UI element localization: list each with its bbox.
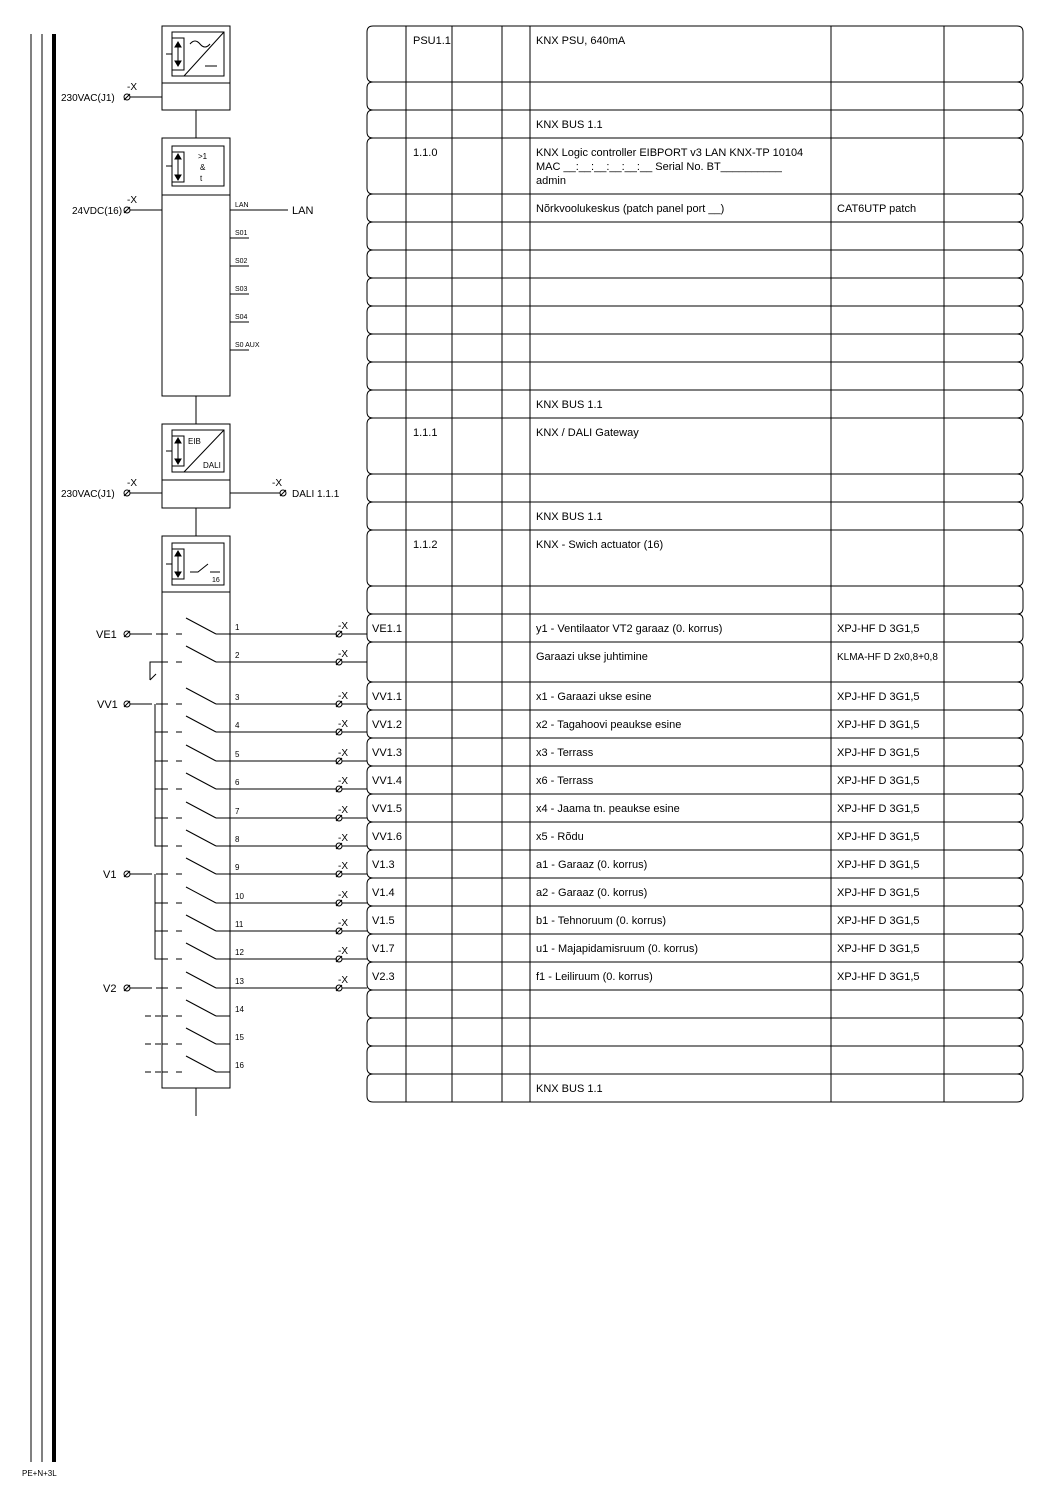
table-row [367, 362, 1023, 390]
circuit-id-cell: V1.7 [372, 943, 395, 955]
actuator-channel [162, 688, 367, 707]
actuator-channel [162, 802, 367, 821]
cable-type-cell: XPJ-HF D 3G1,5 [837, 747, 920, 759]
description-cell: x2 - Tagahoovi peaukse esine [536, 719, 682, 731]
table-row [367, 26, 1023, 82]
channel-number: 5 [235, 750, 240, 759]
feed-terminal [103, 869, 162, 881]
terminal-x: -X [338, 691, 348, 702]
table-row [367, 222, 1023, 250]
feed-label: V2 [103, 983, 117, 995]
description-cell: x1 - Garaazi ukse esine [536, 691, 652, 703]
table-row [367, 306, 1023, 334]
psu-feed-label: 230VAC(J1) [61, 93, 115, 104]
feed-terminal [103, 983, 162, 995]
circuit-id-cell: V1.4 [372, 887, 395, 899]
logic-text-1: >1 [198, 152, 208, 161]
circuit-id-cell: VV1.3 [372, 747, 402, 759]
bus-label: PE+N+3L [22, 1469, 57, 1478]
actuator-channel [162, 858, 367, 877]
description-cell: KNX BUS 1.1 [536, 1083, 603, 1095]
dali-out-label: DALI 1.1.1 [292, 489, 340, 500]
circuit-id-cell: VE1.1 [372, 623, 402, 635]
table-row [367, 850, 1023, 878]
table-row [367, 1074, 1023, 1102]
description-cell: x3 - Terrass [536, 747, 594, 759]
logic-port-label: S01 [235, 230, 248, 237]
feed-terminal [96, 629, 162, 641]
cable-type-cell: XPJ-HF D 3G1,5 [837, 943, 920, 955]
logic-port-label: S04 [235, 314, 248, 321]
channel-number: 15 [235, 1033, 244, 1042]
table-row [367, 334, 1023, 362]
table-row [367, 586, 1023, 614]
logic-feed-label: 24VDC(16) [72, 206, 123, 217]
channel-number: 3 [235, 693, 240, 702]
table-row [367, 1046, 1023, 1074]
cable-type-cell: XPJ-HF D 3G1,5 [837, 623, 920, 635]
table-row [367, 794, 1023, 822]
description-cell: MAC __:__:__:__:__:__ Serial No. BT__________ [536, 161, 782, 173]
circuit-id-cell: VV1.6 [372, 831, 402, 843]
main-bus-lines [31, 34, 54, 1462]
actuator-channel [162, 716, 367, 735]
circuit-id-cell: VV1.1 [372, 691, 402, 703]
terminal-x: -X [338, 861, 348, 872]
description-cell: KNX PSU, 640mA [536, 35, 626, 47]
bridge [155, 704, 162, 846]
logic-port-label: LAN [235, 202, 249, 209]
table-row [367, 82, 1023, 110]
channel-number: 14 [235, 1005, 244, 1014]
psu-block [162, 26, 230, 110]
logic-port-label: S03 [235, 286, 248, 293]
feed-terminal [97, 699, 162, 711]
cable-table [367, 26, 1023, 1102]
terminal-x: -X [338, 621, 348, 632]
logic-ports [230, 202, 260, 355]
logic-text-2: & [200, 163, 206, 172]
channel-number: 1 [235, 623, 240, 632]
description-cell: KNX / DALI Gateway [536, 427, 639, 439]
description-cell: y1 - Ventilaator VT2 garaaz (0. korrus) [536, 623, 723, 635]
channel-number: 4 [235, 721, 240, 730]
terminal-x: -X [338, 975, 348, 986]
channel-number: 7 [235, 807, 240, 816]
cable-type-cell: CAT6UTP patch [837, 203, 917, 215]
terminal-x: -X [338, 776, 348, 787]
table-row [367, 502, 1023, 530]
actuator-channel [162, 830, 367, 849]
logic-port-label: S0 AUX [235, 342, 260, 349]
description-cell: KNX BUS 1.1 [536, 119, 603, 131]
table-row [367, 1018, 1023, 1046]
table-row [367, 194, 1023, 222]
channel-number: 16 [235, 1061, 244, 1070]
actuator-channels [145, 618, 367, 1072]
cable-type-cell: XPJ-HF D 3G1,5 [837, 691, 920, 703]
table-row [367, 990, 1023, 1018]
description-cell: f1 - Leiliruum (0. korrus) [536, 971, 653, 983]
table-row [367, 934, 1023, 962]
channel-number: 12 [235, 948, 244, 957]
terminal-x: -X [338, 833, 348, 844]
channel-number: 6 [235, 778, 240, 787]
description-cell: KNX - Swich actuator (16) [536, 539, 664, 551]
cable-type-cell: XPJ-HF D 3G1,5 [837, 887, 920, 899]
cable-type-cell: KLMA-HF D 2x0,8+0,8 [837, 652, 938, 663]
table-row [367, 474, 1023, 502]
table-row [367, 738, 1023, 766]
feed-label: VE1 [96, 629, 117, 641]
feed-label: V1 [103, 869, 117, 881]
actuator-channel [162, 887, 367, 906]
psu-feed-x: -X [127, 82, 137, 93]
actuator-channel [162, 618, 367, 637]
cable-type-cell: XPJ-HF D 3G1,5 [837, 915, 920, 927]
actuator-channel [162, 943, 367, 962]
logic-text-3: t [200, 174, 203, 183]
table-row [367, 766, 1023, 794]
table-row [367, 822, 1023, 850]
description-cell: u1 - Majapidamisruum (0. korrus) [536, 943, 698, 955]
cable-type-cell: XPJ-HF D 3G1,5 [837, 971, 920, 983]
logic-port-label: S02 [235, 258, 248, 265]
channel-number: 13 [235, 977, 244, 986]
description-cell: Nõrkvoolukeskus (patch panel port __) [536, 203, 725, 215]
description-cell: x6 - Terrass [536, 775, 594, 787]
actuator-channel [162, 773, 367, 792]
dali-gateway-block [162, 424, 230, 508]
dali-out-x: -X [272, 478, 282, 489]
description-cell: admin [536, 175, 566, 187]
table-row [367, 278, 1023, 306]
table-row [367, 110, 1023, 138]
cable-type-cell: XPJ-HF D 3G1,5 [837, 859, 920, 871]
table-row [367, 418, 1023, 474]
gateway-dali: DALI [203, 461, 221, 470]
terminal-x: -X [338, 719, 348, 730]
terminal-x: -X [338, 918, 348, 929]
table-row [367, 250, 1023, 278]
feed-groups [96, 629, 162, 995]
terminal-x: -X [338, 890, 348, 901]
actuator-channel [162, 972, 367, 991]
device-id-cell: PSU1.1 [413, 35, 451, 47]
terminal-x: -X [338, 946, 348, 957]
cable-type-cell: XPJ-HF D 3G1,5 [837, 831, 920, 843]
dali-feed-x: -X [127, 478, 137, 489]
description-cell: x4 - Jaama tn. peaukse esine [536, 803, 680, 815]
table-row [367, 614, 1023, 642]
description-cell: KNX BUS 1.1 [536, 399, 603, 411]
description-cell: a1 - Garaaz (0. korrus) [536, 859, 648, 871]
table-row [367, 906, 1023, 934]
feed-label: VV1 [97, 699, 118, 711]
logic-feed-x: -X [127, 195, 137, 206]
channel-number: 2 [235, 651, 240, 660]
channel-number: 9 [235, 863, 240, 872]
actuator-channel [162, 646, 367, 665]
device-id-cell: 1.1.1 [413, 427, 438, 439]
description-cell: Garaazi ukse juhtimine [536, 651, 648, 663]
actuator-channel [162, 915, 367, 934]
actuator-count: 16 [212, 577, 220, 584]
circuit-id-cell: V1.3 [372, 859, 395, 871]
gateway-eib: EIB [188, 437, 201, 446]
table-row [367, 962, 1023, 990]
cable-type-cell: XPJ-HF D 3G1,5 [837, 775, 920, 787]
device-id-cell: 1.1.0 [413, 147, 438, 159]
table-row [367, 878, 1023, 906]
table-row [367, 530, 1023, 586]
channel-number: 11 [235, 920, 244, 929]
dali-feed-label: 230VAC(J1) [61, 489, 115, 500]
logic-controller-block [162, 138, 230, 396]
cable-type-cell: XPJ-HF D 3G1,5 [837, 803, 920, 815]
table-row [367, 390, 1023, 418]
channel-number: 10 [235, 892, 244, 901]
table-row [367, 138, 1023, 194]
circuit-id-cell: VV1.4 [372, 775, 402, 787]
table-row [367, 682, 1023, 710]
lan-label: LAN [292, 205, 314, 217]
description-cell: a2 - Garaaz (0. korrus) [536, 887, 648, 899]
circuit-id-cell: VV1.2 [372, 719, 402, 731]
circuit-id-cell: V1.5 [372, 915, 395, 927]
device-id-cell: 1.1.2 [413, 539, 438, 551]
actuator-channel [162, 745, 367, 764]
bridge [155, 874, 162, 959]
table-row [367, 642, 1023, 682]
circuit-id-cell: VV1.5 [372, 803, 402, 815]
description-cell: b1 - Tehnoruum (0. korrus) [536, 915, 667, 927]
description-cell: KNX Logic controller EIBPORT v3 LAN KNX-TP 10104 [536, 147, 804, 159]
table-row [367, 710, 1023, 738]
cable-type-cell: XPJ-HF D 3G1,5 [837, 719, 920, 731]
description-cell: KNX BUS 1.1 [536, 511, 603, 523]
description-cell: x5 - Rõdu [536, 831, 584, 843]
terminal-x: -X [338, 805, 348, 816]
terminal-x: -X [338, 748, 348, 759]
channel-number: 8 [235, 835, 240, 844]
circuit-id-cell: V2.3 [372, 971, 395, 983]
terminal-x: -X [338, 649, 348, 660]
